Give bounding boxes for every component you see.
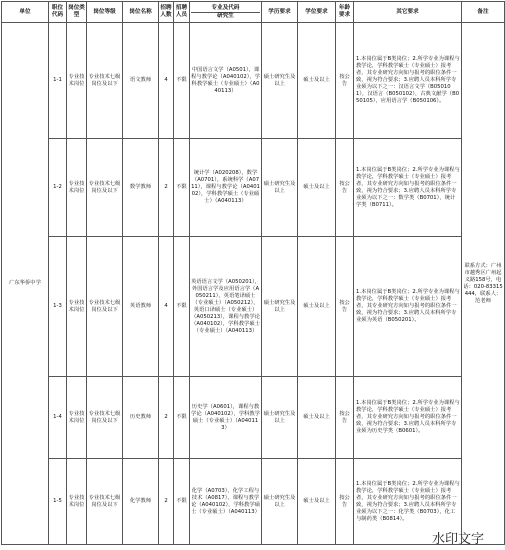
age-cell: 按公告 — [336, 377, 354, 459]
header-education: 学历要求 — [262, 2, 298, 23]
major-cell: 中国语言文学（A0501），课程与教学论（A040102），学科教学硕士（专业硕士）（A040113） — [190, 23, 262, 139]
other-cell: 1.本岗位属于B类岗位；2.所学专业为课程与教学论，学科教学硕士（专业硕士）报考者，其专业研究方向如与报考的职位条件一致，视为符合要求；3.应聘人员本科所学专业须为以下之一：数学类（B0701），统计学类（B0711）。 — [354, 139, 462, 237]
table-row — [2, 237, 505, 377]
grade-cell: 专业技术七级岗位及以下 — [87, 237, 123, 377]
degree-cell: 硕士及以上 — [298, 139, 336, 237]
target-cell: 不限 — [174, 459, 190, 545]
target-cell: 不限 — [174, 139, 190, 237]
table-row — [2, 377, 505, 459]
table-row — [2, 459, 505, 545]
major-cell: 统计学（A020208），数学（A0701），系统科学（A0711），课程与教学论（A040102），学科教学硕士（专业硕士）（A040113） — [190, 139, 262, 237]
code-cell: 1-1 — [49, 23, 67, 139]
header-major — [190, 2, 262, 23]
age-cell: 按公告 — [336, 139, 354, 237]
header-type: 岗位类型 — [67, 2, 87, 23]
target-cell: 不限 — [174, 23, 190, 139]
header-grade: 岗位等级 — [87, 2, 123, 23]
major-cell: 历史学（A0601），课程与教学论（A040102），学科教学硕士（专业硕士）（A040113） — [190, 377, 262, 459]
age-cell: 按公告 — [336, 459, 354, 545]
degree-cell: 硕士及以上 — [298, 459, 336, 545]
education-cell: 硕士研究生及以上 — [262, 139, 298, 237]
age-cell: 按公告 — [336, 23, 354, 139]
grade-cell: 专业技术七级岗位及以下 — [87, 459, 123, 545]
count-cell: 2 — [159, 377, 174, 459]
remark-cell: 联系方式：广州市越秀区广州起义路158号，电话：020-83315444，联系人：范老师 — [462, 23, 505, 545]
education-cell: 硕士研究生及以上 — [262, 23, 298, 139]
type-cell: 专业技术岗位 — [67, 139, 87, 237]
code-cell: 1-2 — [49, 139, 67, 237]
code-cell: 1-5 — [49, 459, 67, 545]
header-remark: 备注 — [462, 2, 505, 23]
education-cell: 硕士研究生及以上 — [262, 377, 298, 459]
degree-cell: 硕士及以上 — [298, 23, 336, 139]
count-cell: 2 — [159, 459, 174, 545]
type-cell: 专业技术岗位 — [67, 377, 87, 459]
header-degree: 学位要求 — [298, 2, 336, 23]
other-cell: 1.本岗位属于B类岗位；2.所学专业为课程与教学论，学科教学硕士（专业硕士）报考者，其专业研究方向如与报考的职位条件一致，视为符合要求；3.应聘人员本科所学专业须为以下之一：汉语言文学（B050101），汉语言（B050102），古典文献学（B050105），应用语言学（B050106）。 — [354, 23, 462, 139]
recruitment-table — [1, 1, 505, 545]
code-cell: 1-4 — [49, 377, 67, 459]
count-cell: 4 — [159, 23, 174, 139]
watermark-text: 水印文字 — [432, 532, 485, 547]
header-name: 岗位名称 — [123, 2, 159, 23]
header-major-top: 专业及代码 — [191, 5, 260, 13]
target-cell: 不限 — [174, 377, 190, 459]
count-cell: 4 — [159, 237, 174, 377]
age-cell: 按公告 — [336, 237, 354, 377]
header-age: 年龄要求 — [336, 2, 354, 23]
type-cell: 专业技术岗位 — [67, 459, 87, 545]
name-cell: 历史教师 — [123, 377, 159, 459]
major-cell: 化学（A0703），化学工程与技术（A0817），课程与教学论（A040102），学科教学硕士（专业硕士）（A040113） — [190, 459, 262, 545]
header-code: 职位代码 — [49, 2, 67, 23]
code-cell: 1-3 — [49, 237, 67, 377]
unit-cell: 广东华侨中学 — [2, 23, 49, 545]
grade-cell: 专业技术七级岗位及以下 — [87, 23, 123, 139]
major-cell: 英语语言文学（A050201），外国语言学及应用语言学（A050211），英语笔译硕士（专业硕士）（A050212），英语口译硕士（专业硕士）（A050213），课程与教学论（A040102），学科教学硕士（专业硕士）（A040113） — [190, 237, 262, 377]
grade-cell: 专业技术七级岗位及以下 — [87, 377, 123, 459]
table-row — [2, 139, 505, 237]
header-major-sub: 研究生 — [217, 12, 234, 19]
name-cell: 化学教师 — [123, 459, 159, 545]
other-cell: 1.本岗位属于B类岗位；2.所学专业为课程与教学论，学科教学硕士（专业硕士）报考者，其专业研究方向如与报考的职位条件一致，视为符合要求；3.应聘人员本科所学专业须为历史学类（B0601）。 — [354, 377, 462, 459]
target-cell: 不限 — [174, 237, 190, 377]
header-row — [2, 2, 505, 23]
type-cell: 专业技术岗位 — [67, 23, 87, 139]
count-cell: 2 — [159, 139, 174, 237]
table-row — [2, 23, 505, 139]
header-count: 招聘人数 — [159, 2, 174, 23]
header-target: 招聘人员 — [174, 2, 190, 23]
type-cell: 专业技术岗位 — [67, 237, 87, 377]
grade-cell: 专业技术七级岗位及以下 — [87, 139, 123, 237]
name-cell: 语文教师 — [123, 23, 159, 139]
name-cell: 英语教师 — [123, 237, 159, 377]
degree-cell: 硕士及以上 — [298, 377, 336, 459]
other-cell: 1.本岗位属于B类岗位；2.所学专业为课程与教学论，学科教学硕士（专业硕士）报考者，其专业研究方向如与报考的职位条件一致，视为符合要求；3.应聘人员本科所学专业须为英语（B050201）。 — [354, 237, 462, 377]
other-cell: 1.本岗位属于B类岗位；2.所学专业为课程与教学论，学科教学硕士（专业硕士）报考者，其专业研究方向如与报考的职位条件一致，视为符合要求；3.应聘人员本科所学专业须为以下之一：化学类（B0703），化工与制药类（B0814）。 — [354, 459, 462, 545]
name-cell: 数学教师 — [123, 139, 159, 237]
degree-cell: 硕士及以上 — [298, 237, 336, 377]
education-cell: 硕士研究生及以上 — [262, 237, 298, 377]
header-unit: 单位 — [2, 2, 49, 23]
education-cell: 硕士研究生及以上 — [262, 459, 298, 545]
header-other: 其它要求 — [354, 2, 462, 23]
